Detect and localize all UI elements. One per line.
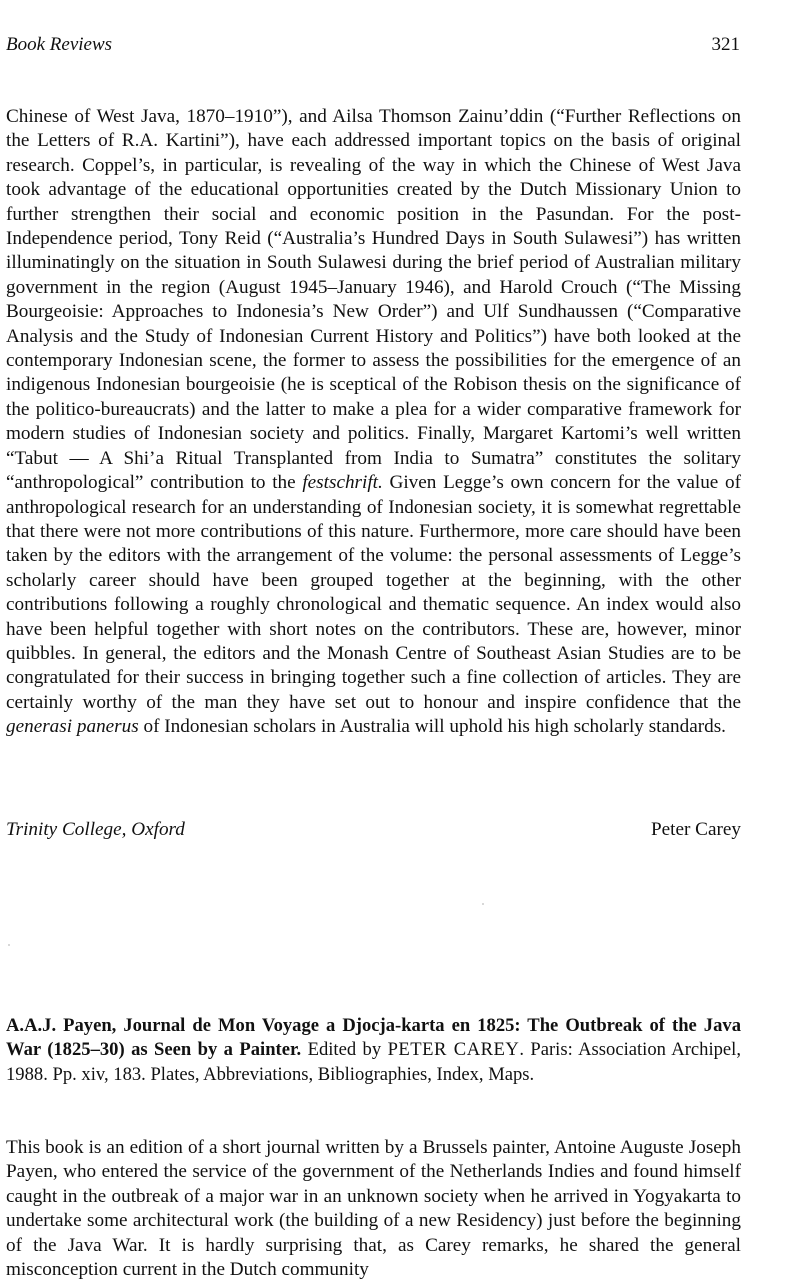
scan-speck [8,944,10,946]
paragraph-text-3: of Indonesian scholars in Australia will uphold his high scholarly standards. [138,716,726,738]
editor-name: PETER CAREY [387,1039,520,1061]
publication-details: . Paris: Association Archipel, 1988. Pp. xiv, 183. Plates, Abbreviations, Bibliographies, Index, Maps. [6,1039,741,1085]
section-title: Book Reviews [6,34,113,55]
reviewer-affiliation: Trinity College, Oxford [6,819,185,840]
review-opening-paragraph: This book is an edition of a short journal written by a Brussels painter, Antoine Auguste Joseph Payen, who entered the service of the government of the Netherlands Indies and found himself caught in the outbreak of a major war in an unknown society when he arrived in Yogyakarta to undertake some architectural work (the building of a new Residency) just before the beginning of the Java War. It is hardly surprising that, as Carey remarks, he shared the general misconception current in the Dutch community [6,1137,741,1281]
page-number: 321 [711,34,740,55]
reviewer-name: Peter Carey [650,819,741,840]
scan-speck [482,903,484,905]
book-citation [6,1014,741,1087]
italic-term-festschrift: festschrift. [302,472,383,494]
paragraph-text-2: Given Legge’s own concern for the value of anthropological research for an understanding of Indonesian society, it is somewhat regrettable that there were not more contributions of this nature. Furthermore, more care should have been taken by the editors with the arrangement of the volume: the personal assessments of Legge’s scholarly career should have been grouped together at the beginning, with the other contributions following a roughly chronological and thematic sequence. An index would also have been helpful together with short notes on the contributors. These are, however, minor quibbles. In general, the editors and the Monash Centre of Southeast Asian Studies are to be congratulated for their success in bringing together such a fine collection of articles. They are certainly worthy of the man they have set out to honour and inspire confidence that the [6,472,741,713]
italic-term-generasi-panerus: generasi panerus [6,716,139,738]
paragraph-text-1: Chinese of West Java, 1870–1910”), and Ailsa Thomson Zainu’ddin (“Further Reflections on the Letters of R.A. Kartini”), have each addressed important topics on the basis of original research. Coppel’s, in particular, is revealing of the way in which the Chinese of West Java took advantage of the educational opportunities created by the Dutch Missionary Union to further strengthen their social and economic position in the Pasundan. For the post-Independence period, Tony Reid (“Australia’s Hundred Days in South Sulawesi”) has written illuminatingly on the situation in South Sulawesi during the brief period of Australian military government in the region (August 1945–January 1946), and Harold Crouch (“The Missing Bourgeoisie: Approaches to Indonesia’s New Order”) and Ulf Sundhaussen (“Comparative Analysis and the Study of Indonesian Current History and Politics”) have both looked at the contemporary Indonesian scene, the former to assess the possibilities for the emergence of an indigenous Indonesian bourgeoisie (he is sceptical of the Robison thesis on the significance of the politico-bureaucrats) and the latter to make a plea for a wider comparative framework for modern studies of Indonesian society and politics. Finally, Margaret Kartomi’s well written “Tabut — A Shi’a Ritual Transplanted from India to Sumatra” constitutes the solitary “anthropological” contribution to the [6,106,741,494]
book-title: A.A.J. Payen, Journal de Mon Voyage a Djocja-karta en 1825: The Outbreak of the Java War (1825–30) as Seen by a Painter. [6,1015,741,1061]
review-body-paragraph [6,105,741,740]
edited-by-label: Edited by [301,1039,388,1061]
running-header [6,34,740,58]
